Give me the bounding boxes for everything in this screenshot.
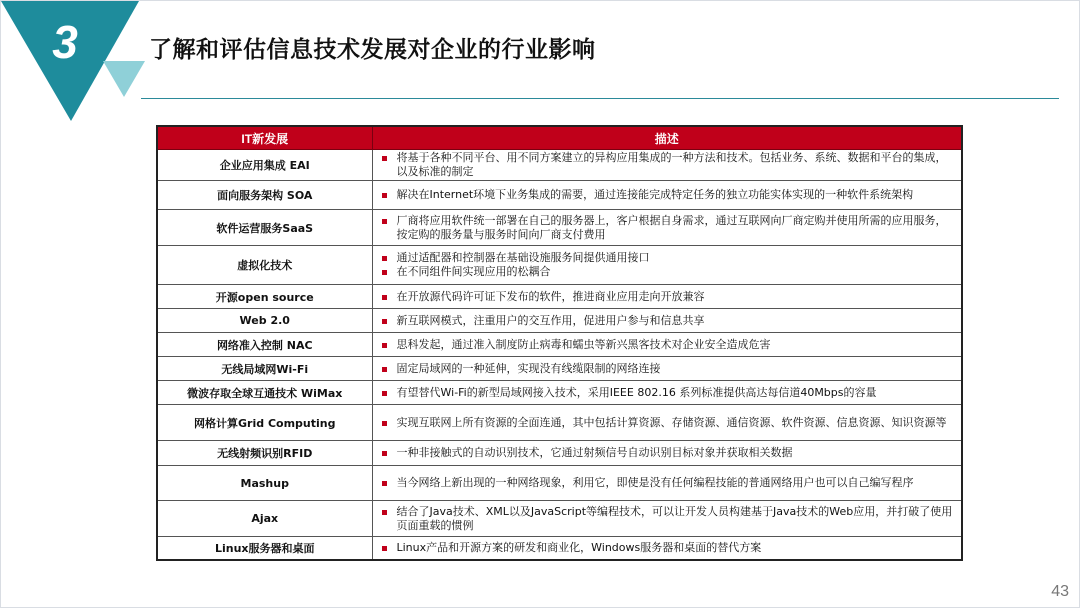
slide-title: 了解和评估信息技术发展对企业的行业影响 bbox=[149, 37, 596, 63]
row-description bbox=[372, 150, 962, 181]
table-row bbox=[157, 357, 962, 381]
row-name: 无线局域网Wi-Fi bbox=[157, 357, 372, 381]
row-description bbox=[372, 357, 962, 381]
table-body bbox=[157, 150, 962, 560]
row-description bbox=[372, 405, 962, 441]
row-description bbox=[372, 333, 962, 357]
description-bullet: 一种非接触式的自动识别技术，它通过射频信号自动识别目标对象并获取相关数据 bbox=[379, 446, 956, 460]
description-bullet: 实现互联网上所有资源的全面连通，其中包括计算资源、存储资源、通信资源、软件资源、信息资源、知识资源等 bbox=[379, 416, 956, 430]
table-row bbox=[157, 246, 962, 285]
row-description bbox=[372, 210, 962, 246]
row-description bbox=[372, 285, 962, 309]
description-bullet: 结合了Java技术、XML以及JavaScript等编程技术，可以让开发人员构建基于Java技术的Web应用，并打破了使用页面重载的惯例 bbox=[379, 505, 956, 533]
table-row bbox=[157, 466, 962, 501]
description-bullet: 有望替代Wi-Fi的新型局域网接入技术，采用IEEE 802.16 系列标准提供高达每信道40Mbps的容量 bbox=[379, 386, 956, 400]
row-name: 网格计算Grid Computing bbox=[157, 405, 372, 441]
row-description bbox=[372, 309, 962, 333]
description-bullet: 固定局域网的一种延伸，实现没有线缆限制的网络连接 bbox=[379, 362, 956, 376]
description-bullet: 当今网络上新出现的一种网络现象，利用它，即使是没有任何编程技能的普通网络用户也可以自己编写程序 bbox=[379, 476, 956, 490]
table-header-row bbox=[157, 126, 962, 150]
row-name: 面向服务架构 SOA bbox=[157, 181, 372, 210]
table-row bbox=[157, 333, 962, 357]
description-bullet: Linux产品和开源方案的研发和商业化，Windows服务器和桌面的替代方案 bbox=[379, 541, 956, 555]
description-bullet: 新互联网模式，注重用户的交互作用，促进用户参与和信息共享 bbox=[379, 314, 956, 328]
row-description bbox=[372, 181, 962, 210]
description-bullet: 将基于各种不同平台、用不同方案建立的异构应用集成的一种方法和技术。包括业务、系统、数据和平台的集成，以及标准的制定 bbox=[379, 151, 956, 179]
header-it-development: IT新发展 bbox=[157, 126, 372, 150]
table-row bbox=[157, 309, 962, 333]
table-row bbox=[157, 501, 962, 537]
description-bullet: 通过适配器和控制器在基础设施服务间提供通用接口 bbox=[379, 251, 956, 265]
row-name: 软件运营服务SaaS bbox=[157, 210, 372, 246]
row-name: 开源open source bbox=[157, 285, 372, 309]
row-name: Linux服务器和桌面 bbox=[157, 537, 372, 560]
table-row bbox=[157, 150, 962, 181]
table-row bbox=[157, 537, 962, 560]
description-bullet: 解决在Internet环境下业务集成的需要，通过连接能完成特定任务的独立功能实体实现的一种软件系统架构 bbox=[379, 188, 956, 202]
it-development-table bbox=[156, 125, 963, 561]
table-row bbox=[157, 441, 962, 466]
row-description bbox=[372, 501, 962, 537]
row-name: 无线射频识别RFID bbox=[157, 441, 372, 466]
page-number: 43 bbox=[1051, 583, 1069, 600]
row-name: 虚拟化技术 bbox=[157, 246, 372, 285]
row-description bbox=[372, 381, 962, 405]
description-bullet: 思科发起，通过准入制度防止病毒和蠕虫等新兴黑客技术对企业安全造成危害 bbox=[379, 338, 956, 352]
row-name: Mashup bbox=[157, 466, 372, 501]
table-row bbox=[157, 381, 962, 405]
row-description bbox=[372, 441, 962, 466]
row-name: Web 2.0 bbox=[157, 309, 372, 333]
description-bullet: 在开放源代码许可证下发布的软件，推进商业应用走向开放兼容 bbox=[379, 290, 956, 304]
row-name: 微波存取全球互通技术 WiMax bbox=[157, 381, 372, 405]
row-description bbox=[372, 537, 962, 560]
row-name: 网络准入控制 NAC bbox=[157, 333, 372, 357]
table-row bbox=[157, 405, 962, 441]
table-row bbox=[157, 210, 962, 246]
row-description bbox=[372, 246, 962, 285]
description-bullet: 厂商将应用软件统一部署在自己的服务器上，客户根据自身需求，通过互联网向厂商定购并使用所需的应用服务，按定购的服务量与服务时间向厂商支付费用 bbox=[379, 214, 956, 242]
row-description bbox=[372, 466, 962, 501]
title-divider bbox=[141, 98, 1059, 99]
table-row bbox=[157, 181, 962, 210]
row-name: Ajax bbox=[157, 501, 372, 537]
table-row bbox=[157, 285, 962, 309]
row-name: 企业应用集成 EAI bbox=[157, 150, 372, 181]
description-bullet: 在不同组件间实现应用的松耦合 bbox=[379, 265, 956, 279]
section-number: 3 bbox=[52, 16, 78, 68]
header-description: 描述 bbox=[372, 126, 962, 150]
